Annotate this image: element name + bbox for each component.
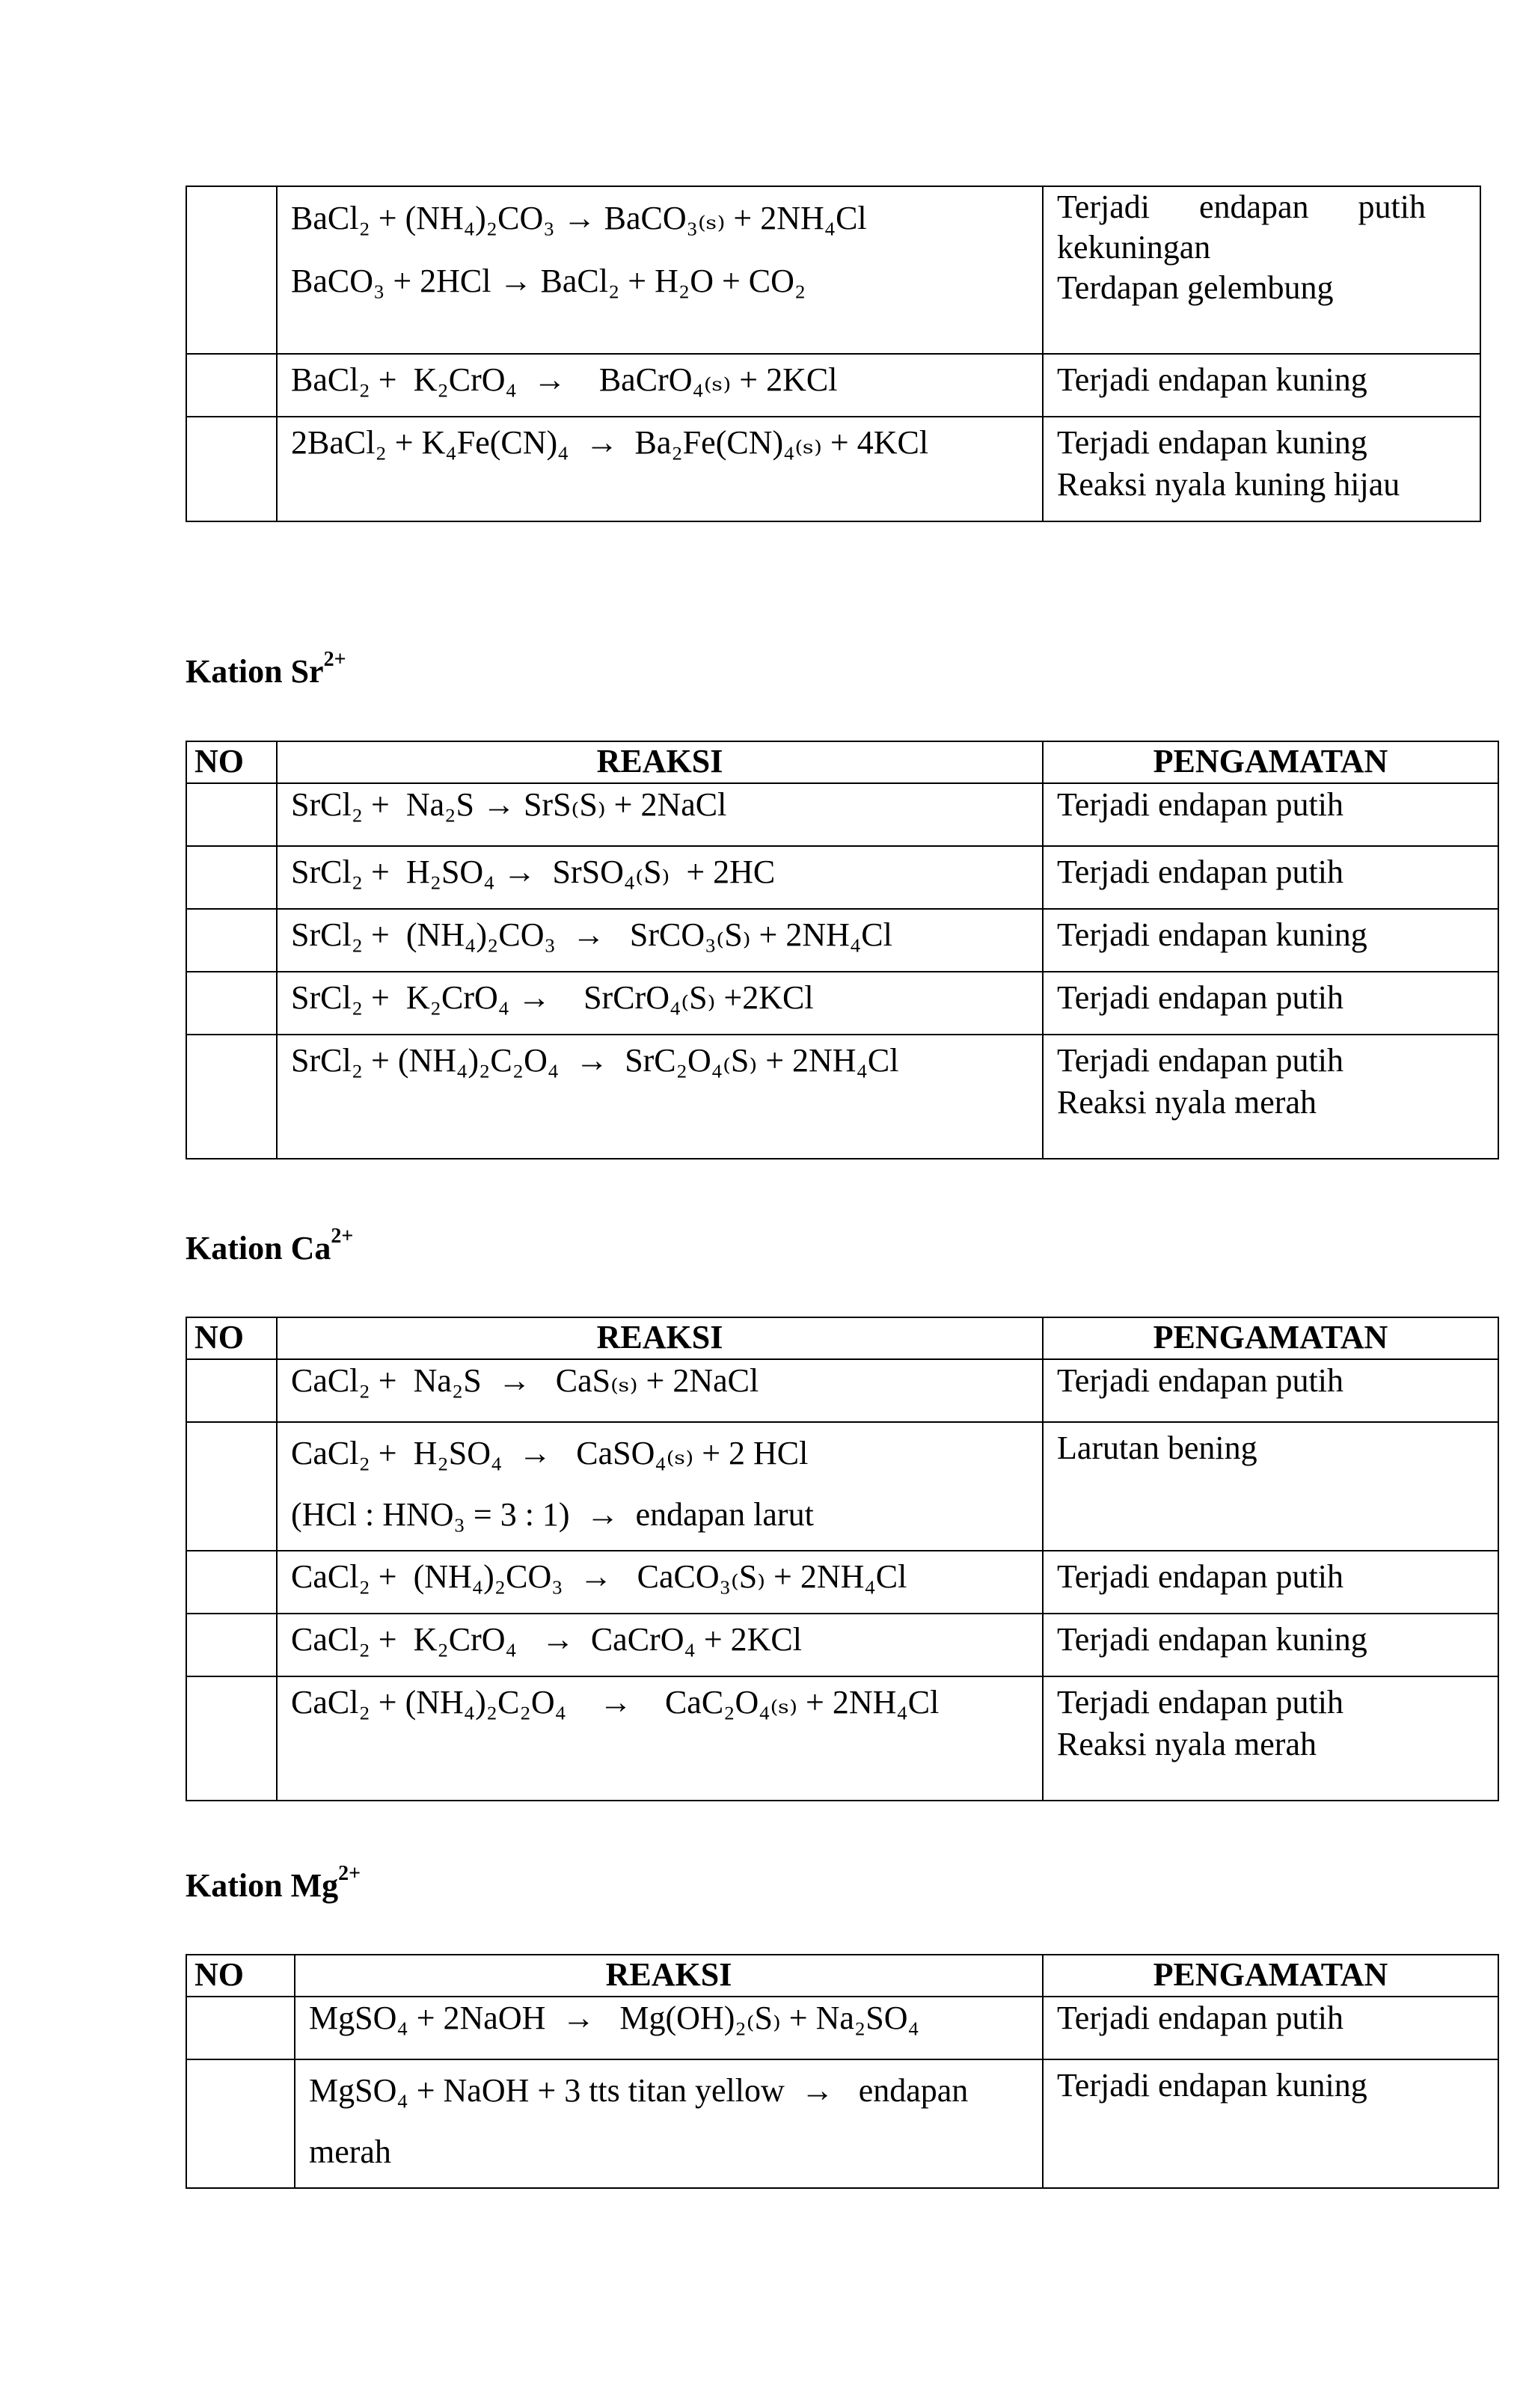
row-number bbox=[186, 354, 277, 417]
row-number bbox=[186, 186, 277, 354]
reaction-line: SrCl₂ + K₂CrO₄ → SrCrO₄₍S₎ +2KCl bbox=[291, 979, 814, 1016]
sr-reaction-table bbox=[186, 741, 1499, 1159]
observation-cell bbox=[1043, 417, 1480, 521]
reaction-cell bbox=[277, 1614, 1043, 1676]
reaction-line: SrCl₂ + H₂SO₄ → SrSO₄₍S₎ + 2HC bbox=[291, 854, 776, 890]
reaction-line: SrCl₂ + (NH₄)₂CO₃ → SrCO₃₍S₎ + 2NH₄Cl bbox=[291, 916, 892, 953]
ca-reaction-table bbox=[186, 1317, 1499, 1801]
table-row bbox=[186, 1614, 1498, 1676]
reaction-line: merah bbox=[309, 2133, 391, 2170]
table-row bbox=[186, 1422, 1498, 1551]
observation-line: Reaksi nyala merah bbox=[1057, 1084, 1317, 1121]
reaction-line: BaCl₂ + (NH₄)₂CO₃ → BaCO₃₍ₛ₎ + 2NH₄Cl bbox=[291, 200, 867, 236]
mg-reaction-table bbox=[186, 1954, 1499, 2189]
observation-line: Larutan bening bbox=[1057, 1430, 1257, 1466]
row-number bbox=[186, 417, 277, 521]
row-number bbox=[186, 1422, 277, 1551]
observation-line: Terjadi endapan putih bbox=[1057, 189, 1427, 225]
reaction-cell bbox=[277, 783, 1043, 846]
row-number bbox=[186, 2059, 295, 2188]
table-row bbox=[186, 354, 1480, 417]
reaction-cell bbox=[277, 1676, 1043, 1801]
observation-line: Terjadi endapan putih bbox=[1057, 854, 1344, 890]
reaction-cell bbox=[277, 1359, 1043, 1422]
row-number bbox=[186, 1997, 295, 2059]
observation-line: Terjadi endapan putih bbox=[1057, 1558, 1344, 1595]
table-row bbox=[186, 2059, 1498, 2188]
observation-line: kekuningan bbox=[1057, 229, 1211, 266]
reaction-line: 2BaCl₂ + K₄Fe(CN)₄ → Ba₂Fe(CN)₄₍ₛ₎ + 4KCl bbox=[291, 424, 929, 461]
observation-cell bbox=[1043, 972, 1498, 1035]
reaction-cell bbox=[277, 417, 1043, 521]
table-header-row bbox=[186, 741, 1498, 783]
reaction-line: MgSO₄ + NaOH + 3 tts titan yellow → endapan bbox=[309, 2072, 969, 2109]
reaction-cell bbox=[277, 1035, 1043, 1159]
observation-cell bbox=[1043, 1676, 1498, 1801]
column-header-no: NO bbox=[186, 1955, 295, 1997]
column-header-observation: PENGAMATAN bbox=[1043, 1955, 1498, 1997]
table-row bbox=[186, 846, 1498, 909]
charge-superscript: 2+ bbox=[338, 1862, 361, 1885]
reaction-line: BaCl₂ + K₂CrO₄ → BaCrO₄₍ₛ₎ + 2KCl bbox=[291, 361, 838, 398]
observation-cell bbox=[1043, 1422, 1498, 1551]
observation-line: Terjadi endapan putih bbox=[1057, 1684, 1344, 1721]
observation-line: Reaksi nyala merah bbox=[1057, 1726, 1317, 1762]
observation-cell bbox=[1043, 1614, 1498, 1676]
table-row bbox=[186, 1676, 1498, 1801]
observation-line: Terjadi endapan kuning bbox=[1057, 1621, 1367, 1658]
observation-line: Terjadi endapan kuning bbox=[1057, 361, 1367, 398]
column-header-reaction: REAKSI bbox=[277, 741, 1043, 783]
reaction-line: CaCl₂ + K₂CrO₄ → CaCrO₄ + 2KCl bbox=[291, 1621, 802, 1658]
reaction-cell bbox=[295, 2059, 1043, 2188]
column-header-reaction: REAKSI bbox=[295, 1955, 1043, 1997]
reaction-cell bbox=[295, 1997, 1043, 2059]
ba-reaction-table bbox=[186, 186, 1481, 522]
table-row bbox=[186, 1359, 1498, 1422]
table-row bbox=[186, 186, 1480, 354]
table-row bbox=[186, 909, 1498, 972]
observation-cell bbox=[1043, 783, 1498, 846]
table-row bbox=[186, 1551, 1498, 1614]
reaction-cell bbox=[277, 972, 1043, 1035]
observation-line: Terjadi endapan putih bbox=[1057, 1362, 1344, 1399]
observation-line: Reaksi nyala kuning hijau bbox=[1057, 466, 1400, 503]
section-title-mg: Kation $Mg^{2+}$ bbox=[186, 1862, 361, 1904]
section-title-ca: Kation $Ca^{2+}$ bbox=[186, 1225, 354, 1266]
row-number bbox=[186, 1551, 277, 1614]
observation-line: Terjadi endapan kuning bbox=[1057, 424, 1367, 461]
observation-cell bbox=[1043, 354, 1480, 417]
column-header-observation: PENGAMATAN bbox=[1043, 741, 1498, 783]
column-header-no: NO bbox=[186, 1317, 277, 1359]
table-row bbox=[186, 1997, 1498, 2059]
observation-line: Terjadi endapan putih bbox=[1057, 979, 1344, 1016]
column-header-no: NO bbox=[186, 741, 277, 783]
observation-cell bbox=[1043, 1359, 1498, 1422]
observation-cell bbox=[1043, 1997, 1498, 2059]
row-number bbox=[186, 972, 277, 1035]
reaction-line: SrCl₂ + (NH₄)₂C₂O₄ → SrC₂O₄₍S₎ + 2NH₄Cl bbox=[291, 1042, 899, 1079]
observation-line: Terjadi endapan putih bbox=[1057, 786, 1344, 823]
column-header-observation: PENGAMATAN bbox=[1043, 1317, 1498, 1359]
reaction-cell bbox=[277, 909, 1043, 972]
column-header-reaction: REAKSI bbox=[277, 1317, 1043, 1359]
observation-cell bbox=[1043, 186, 1480, 354]
observation-line: Terjadi endapan kuning bbox=[1057, 2067, 1367, 2104]
observation-line: Terjadi endapan kuning bbox=[1057, 916, 1367, 953]
observation-cell bbox=[1043, 1551, 1498, 1614]
table-header-row bbox=[186, 1955, 1498, 1997]
reaction-cell bbox=[277, 186, 1043, 354]
charge-superscript: 2+ bbox=[331, 1225, 354, 1248]
reaction-line: MgSO₄ + 2NaOH → Mg(OH)₂₍S₎ + Na₂SO₄ bbox=[309, 2000, 919, 2036]
row-number bbox=[186, 1359, 277, 1422]
reaction-line: CaCl₂ + (NH₄)₂CO₃ → CaCO₃₍S₎ + 2NH₄Cl bbox=[291, 1558, 907, 1595]
observation-cell bbox=[1043, 2059, 1498, 2188]
table-row bbox=[186, 1035, 1498, 1159]
observation-cell bbox=[1043, 1035, 1498, 1159]
row-number bbox=[186, 846, 277, 909]
table-header-row bbox=[186, 1317, 1498, 1359]
table-row bbox=[186, 417, 1480, 521]
reaction-cell bbox=[277, 1422, 1043, 1551]
observation-line: Terjadi endapan putih bbox=[1057, 1042, 1344, 1079]
reaction-cell bbox=[277, 1551, 1043, 1614]
reaction-line: BaCO₃ + 2HCl → BaCl₂ + H₂O + CO₂ bbox=[291, 263, 806, 299]
reaction-line: CaCl₂ + H₂SO₄ → CaSO₄₍ₛ₎ + 2 HCl bbox=[291, 1435, 809, 1471]
reaction-line: (HCl : HNO₃ = 3 : 1) → endapan larut bbox=[291, 1496, 814, 1533]
row-number bbox=[186, 1614, 277, 1676]
reaction-line: CaCl₂ + Na₂S → CaS₍ₛ₎ + 2NaCl bbox=[291, 1362, 759, 1399]
row-number bbox=[186, 909, 277, 972]
reaction-line: CaCl₂ + (NH₄)₂C₂O₄ → CaC₂O₄₍ₛ₎ + 2NH₄Cl bbox=[291, 1684, 940, 1721]
reaction-line: SrCl₂ + Na₂S → SrS₍S₎ + 2NaCl bbox=[291, 786, 727, 823]
table-row bbox=[186, 783, 1498, 846]
table-row bbox=[186, 972, 1498, 1035]
observation-line: Terjadi endapan putih bbox=[1057, 2000, 1344, 2036]
reaction-cell bbox=[277, 846, 1043, 909]
observation-line: Terdapan gelembung bbox=[1057, 269, 1334, 306]
row-number bbox=[186, 1035, 277, 1159]
reaction-cell bbox=[277, 354, 1043, 417]
observation-cell bbox=[1043, 909, 1498, 972]
section-title-sr: Kation $Sr^{2+}$ bbox=[186, 648, 346, 690]
row-number bbox=[186, 783, 277, 846]
row-number bbox=[186, 1676, 277, 1801]
charge-superscript: 2+ bbox=[323, 648, 346, 671]
observation-cell bbox=[1043, 846, 1498, 909]
